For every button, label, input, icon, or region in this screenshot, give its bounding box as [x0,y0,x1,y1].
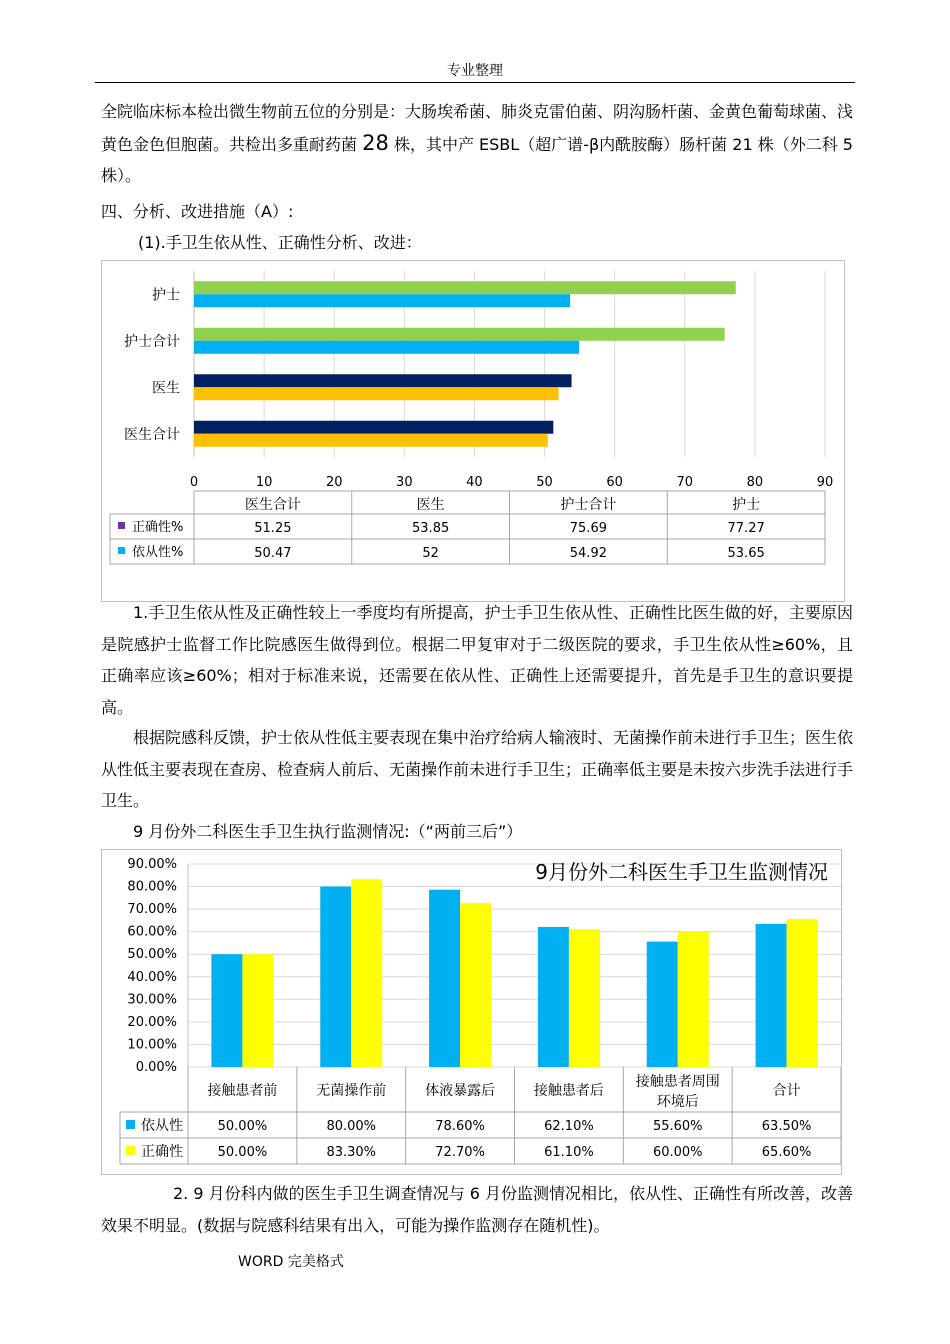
page-header-title: 专业整理 [447,63,503,79]
data-label-compliance: 62.10% [544,1119,594,1134]
bar-correct [569,929,600,1067]
x-category-label: 无菌操作前 [316,1083,387,1099]
paragraph-microbes [101,96,853,192]
x-tick-label: 80 [746,475,764,490]
data-label-compliance: 78.60% [435,1119,485,1134]
x-category-label: 合计 [772,1083,801,1099]
y-tick-label: 20.00% [127,1014,177,1030]
y-tick-label: 0.00% [135,1060,177,1075]
table-column-header: 医生合计 [244,497,301,513]
hand-hygiene-chart [101,260,845,602]
data-label-compliance: 50.00% [217,1119,268,1134]
data-label-compliance: 55.60% [652,1119,703,1134]
section-heading-4: 四、分析、改进措施（A）: [101,202,294,221]
x-tick-label: 20 [325,475,343,490]
bar-compliance [538,927,569,1067]
y-tick-label: 50.00% [127,947,177,963]
data-label-compliance: 50.47 [254,546,292,561]
data-label-correct: 83.30% [326,1145,377,1160]
bar-compliance [194,341,579,354]
x-category-label: 接触患者前 [207,1083,278,1099]
y-tick-label: 60.00% [127,924,177,940]
legend-marker-correct [118,522,125,529]
y-tick-label: 40.00% [127,969,177,985]
mdr-count: 28 [362,130,389,155]
legend-label-correct: 正确性 [141,1144,183,1160]
paragraph-microbes-part2: 株，其中产 ESBL（超广谱-β内酰胺酶）肠杆菌 21 株（外二科 5 株）。 [101,134,853,185]
legend-marker-compliance [126,1120,135,1129]
data-label-correct: 77.27 [727,521,765,536]
table-column-header: 护士 [732,497,761,513]
legend-marker-compliance [118,547,125,554]
bar-compliance [194,434,548,447]
hand-hygiene-chart-svg [102,261,844,601]
data-label-compliance: 63.50% [761,1119,812,1134]
x-tick-label: 50 [536,475,553,490]
table-column-header: 护士合计 [560,497,617,513]
analysis-paragraph-2: 根据院感科反馈，护士依从性低主要表现在集中治疗给病人输液时、无菌操作前未进行手卫生；医生依从性低主要表现在查房、检查病人前后、无菌操作前未进行手卫生；正确率低主要是未按六步洗手法进行手卫生。 [101,728,854,810]
analysis-paragraph-3: 2. 9 月份科内做的医生手卫生调查情况与 6 月份监测情况相比，依从性、正确性有所改善，改善效果不明显。(数据与院感科结果有出入，可能为操作监测存在随机性)。 [101,1184,853,1235]
y-tick-label: 70.00% [127,902,177,918]
analysis-paragraph-1: 1.手卫生依从性及正确性较上一季度均有所提高，护士手卫生依从性、正确性比医生做的好，主要原因是院感护士监督工作比院感医生做得到位。根据二甲复审对于二级医院的要求，手卫生依从性≥60%，且正确率应该≥60%；相对于标准来说，还需要在依从性、正确性上还需要提升，首先是手卫生的意识要提高。 [101,603,853,717]
x-tick-label: 30 [396,475,413,490]
data-label-correct: 65.60% [761,1145,812,1160]
bar-correct [194,281,736,294]
data-label-correct: 60.00% [652,1145,703,1160]
bar-compliance [211,954,242,1067]
september-monitor-heading: 9 月份外二科医生手卫生执行监测情况:（“两前三后”） [133,822,523,841]
bar-correct [460,903,491,1067]
header-divider [95,82,855,83]
y-tick-label: 10.00% [127,1037,177,1053]
y-tick-label: 30.00% [127,992,177,1008]
bar-compliance [194,294,570,307]
bar-correct [194,421,553,434]
bar-correct [194,328,725,341]
bar-compliance [194,387,559,400]
x-tick-label: 10 [255,475,273,490]
bar-compliance [756,924,787,1067]
subsection-heading-1: (1).手卫生依从性、正确性分析、改进： [138,233,422,252]
data-label-correct: 50.00% [217,1145,268,1160]
x-category-label: 体液暴露后 [425,1083,496,1099]
legend-label-compliance: 依从性 [141,1118,183,1134]
x-category-label: 环境后 [656,1094,699,1110]
bar-compliance [647,942,678,1067]
x-tick-label: 60 [606,475,623,490]
bar-correct [242,954,273,1067]
bar-compliance [320,887,351,1067]
data-label-correct: 61.10% [544,1145,594,1160]
data-label-compliance: 80.00% [326,1119,377,1134]
september-monitor-chart [101,849,842,1175]
table-column-header: 医生 [416,497,445,513]
data-label-compliance: 52 [422,546,439,561]
y-category-label: 医生 [152,380,180,397]
legend-label-correct: 正确性% [132,520,184,535]
data-label-correct: 72.70% [435,1145,485,1160]
bar-correct [194,374,572,387]
x-tick-label: 90 [816,475,834,490]
chart-title: 9月份外二科医生手卫生监测情况 [535,860,828,884]
x-tick-label: 40 [466,475,483,490]
data-label-correct: 75.69 [569,521,607,536]
data-label-correct: 53.85 [412,521,450,536]
bar-correct [787,919,818,1067]
x-category-label: 接触患者后 [533,1083,604,1099]
y-category-label: 护士 [152,287,180,304]
x-tick-label: 70 [676,475,694,490]
paragraph-microbes-part1: 全院临床标本检出微生物前五位的分别是：大肠埃希菌、肺炎克雷伯菌、阴沟肠杆菌、金黄色葡萄球菌、浅黄色金色但胞菌。共检出多重耐药菌 [101,102,854,154]
data-label-compliance: 53.65 [727,546,765,561]
bar-correct [678,932,709,1067]
y-category-label: 护士合计 [124,333,180,350]
data-label-correct: 51.25 [254,521,292,536]
page-footer: WORD 完美格式 [238,1254,344,1270]
bar-correct [351,879,382,1067]
legend-marker-correct [126,1146,135,1155]
y-tick-label: 90.00% [127,857,177,872]
legend-label-compliance: 依从性% [132,545,184,560]
bar-compliance [429,890,460,1067]
data-label-compliance: 54.92 [569,546,607,561]
x-tick-label: 0 [189,475,199,490]
y-tick-label: 80.00% [127,879,177,895]
y-category-label: 医生合计 [124,426,180,443]
x-category-label: 接触患者周围 [635,1074,720,1090]
september-monitor-chart-svg [102,850,841,1174]
